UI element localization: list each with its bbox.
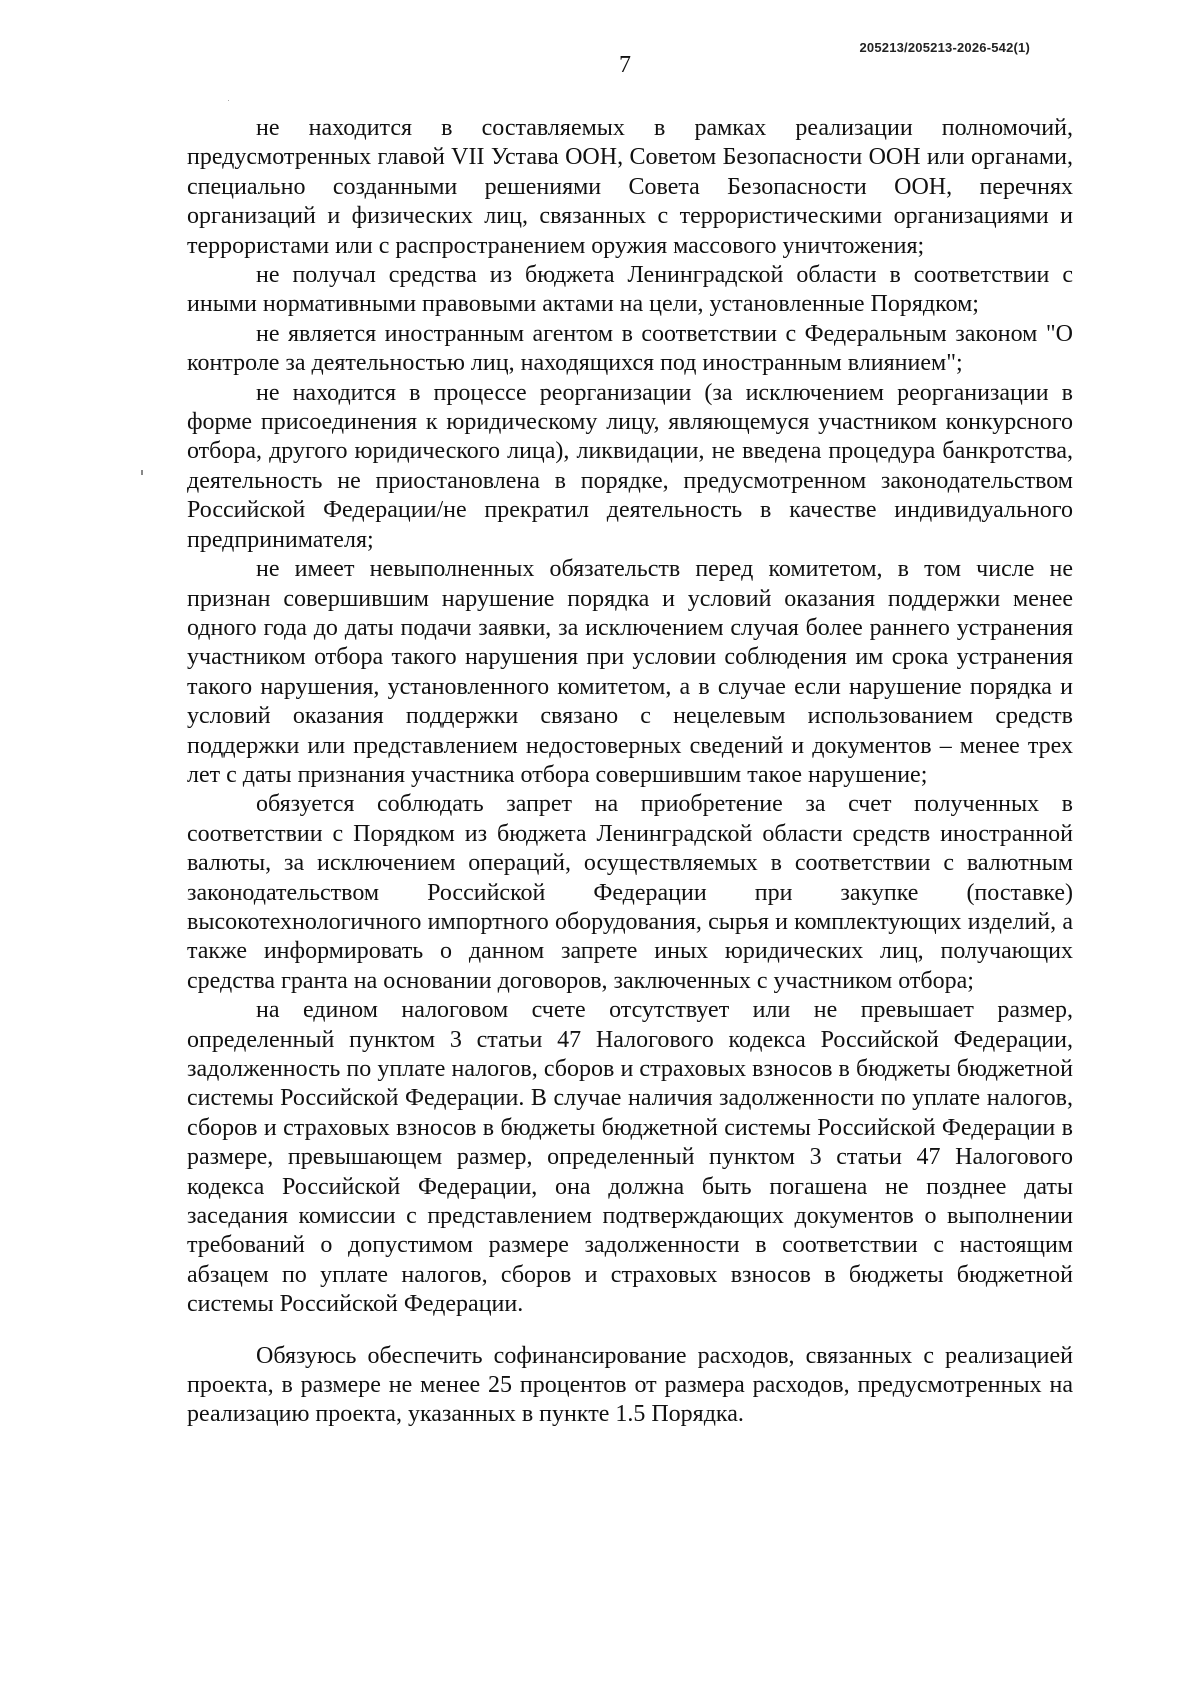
document-body bbox=[187, 114, 1073, 1430]
paragraph-no-unfulfilled-obligations: не имеет невыполненных обязательств перед комитетом, в том числе не признан совершившим нарушение порядка и условий оказания поддержки менее одного года до даты подачи заявки, за исключением случая более раннего устранения участником отбора такого нарушения при условии соблюдения им срока устранения такого нарушения, установленного комитетом, а в случае если нарушение порядка и условий оказания поддержки связано с нецелевым использованием средств поддержки или представлением недостоверных сведений и документов – менее трех лет с даты признания участника отбора совершившим такое нарушение; bbox=[187, 556, 1073, 788]
scan-speck bbox=[228, 100, 229, 101]
paragraph-tax-debt: на едином налоговом счете отсутствует или не превышает размер, определенный пунктом 3 статьи 47 Налогового кодекса Российской Федерации, задолженность по уплате налогов, сборов и страховых взносов в бюджеты бюджетной системы Российской Федерации. В случае наличия задолженности по уплате налогов, сборов и страховых взносов в бюджеты бюджетной системы Российской Федерации в размере, превышающем размер, определенный пунктом 3 статьи 47 Налогового кодекса Российской Федерации, она должна быть погашена не позднее даты заседания комиссии с представлением подтверждающих документов о выполнении требований о допустимом размере задолженности в соответствии с настоящим абзацем по уплате налогов, сборов и страховых взносов в бюджеты бюджетной системы Российской Федерации. bbox=[187, 997, 1073, 1318]
paragraph-un-sanctions-list: не находится в составляемых в рамках реализации полномочий, предусмотренных главой VII Устава ООН, Советом Безопасности ООН или органами, специально созданными решениями Совета Безопасности ООН, перечнях организаций и физических лиц, связанных с террористическими организациями и террористами или с распространением оружия массового уничтожения; bbox=[187, 115, 1073, 259]
scan-speck bbox=[141, 470, 143, 475]
paragraph-not-reorganization: не находится в процессе реорганизации (за исключением реорганизации в форме присоединения к юридическому лицу, являющемуся участником конкурсного отбора, другого юридического лица), ликвидации, не введена процедура банкротства, деятельность не приостановлена в порядке, предусмотренном законодательством Российской Федерации/не прекратил деятельность в качестве индивидуального предпринимателя; bbox=[187, 379, 1073, 553]
paragraph-cofinancing: Обязуюсь обеспечить софинансирование расходов, связанных с реализацией проекта, в размере не менее 25 процентов от размера расходов, предусмотренных на реализацию проекта, указанных в пункте 1.5 Порядка. bbox=[187, 1342, 1073, 1428]
page-number: 7 bbox=[619, 52, 631, 78]
paragraph-not-foreign-agent: не является иностранным агентом в соответствии с Федеральным законом "О контроле за деятельностью лиц, находящихся под иностранным влиянием"; bbox=[187, 320, 1073, 377]
paragraph-no-other-budget-funds: не получал средства из бюджета Ленинградской области в соответствии с иными нормативными правовыми актами на цели, установленные Порядком; bbox=[187, 262, 1073, 318]
paragraph-currency-ban: обязуется соблюдать запрет на приобретение за счет полученных в соответствии с Порядком из бюджета Ленинградской области средств иностранной валюты, за исключением операций, осуществляемых в соответствии с валютным законодательством Российской Федерации при закупке (поставке) высокотехнологичного импортного оборудования, сырья и комплектующих изделий, а также информировать о данном запрете иных юридических лиц, получающих средства гранта на основании договоров, заключенных с участником отбора; bbox=[187, 791, 1073, 994]
document-id: 205213/205213-2026-542(1) bbox=[859, 40, 1030, 55]
